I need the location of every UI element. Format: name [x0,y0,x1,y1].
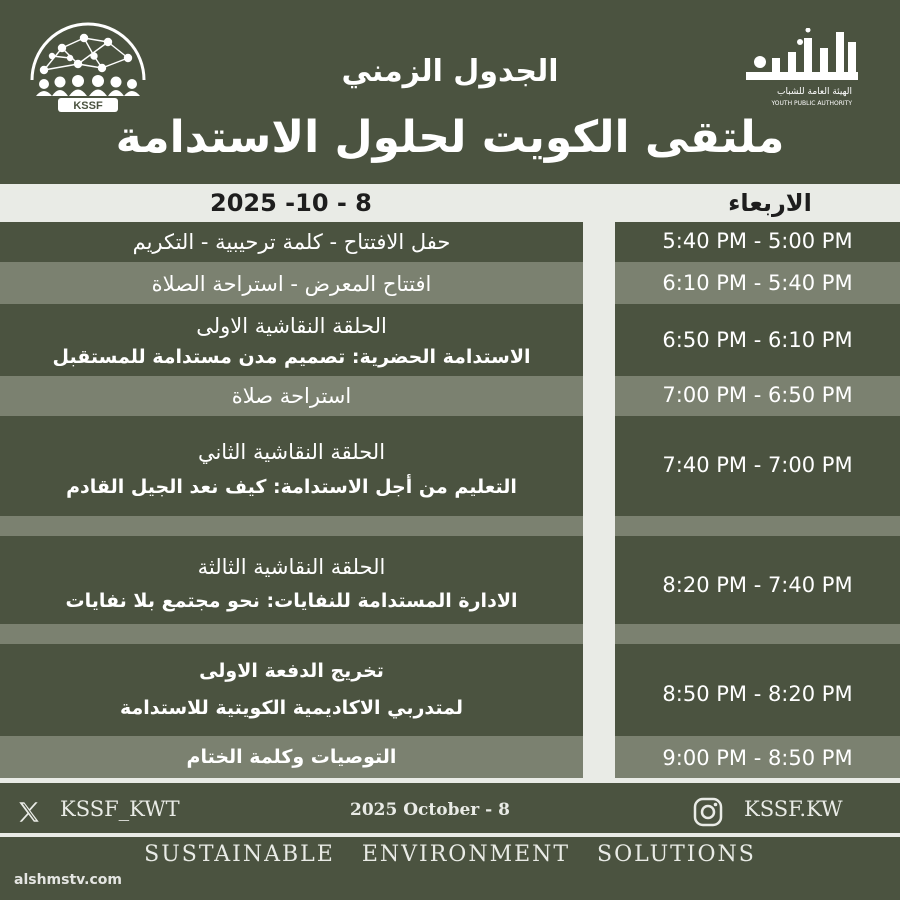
event-title: ملتقى الكويت لحلول الاستدامة [115,112,785,163]
event-day: الاربعاء [728,189,812,217]
activity-subtitle: الادارة المستدامة للنفايات: نحو مجتمع بلا نفايات [65,590,518,612]
footer-divider [0,833,900,837]
row-separator [615,624,900,644]
time-slot: 7:40 PM - 7:00 PM [662,453,853,477]
activity-text: افتتاح المعرض - استراحة الصلاة [151,272,432,296]
column-divider [583,222,615,778]
time-slot: 8:50 PM - 8:20 PM [662,682,853,706]
activity-title: تخريج الدفعة الاولى [199,660,384,682]
schedule-subtitle: الجدول الزمني [341,54,559,89]
activity-title: الحلقة النقاشية الاولى [196,314,387,338]
activity-subtitle: التعليم من أجل الاستدامة: كيف نعد الجيل القادم [66,476,517,498]
time-slot: 6:10 PM - 5:40 PM [662,271,853,295]
footer-date: 2025 October - 8 [350,800,510,820]
time-slot: 9:00 PM - 8:50 PM [662,746,853,770]
kssf-logo-text: KSSF [73,100,103,112]
row-separator [0,624,583,644]
watermark: alshmstv.com [14,872,122,888]
row-separator [615,516,900,536]
activity-text: استراحة صلاة [231,384,352,408]
time-slot: 7:00 PM - 6:50 PM [662,383,853,407]
time-slot: 8:20 PM - 7:40 PM [662,573,853,597]
time-slot: 5:40 PM - 5:00 PM [662,229,853,253]
schedule-row-bg [0,416,583,516]
activity-title: الحلقة النقاشية الثالثة [197,555,386,579]
x-handle[interactable]: KSSF_KWT [60,797,180,821]
activity-text: التوصيات وكلمة الختام [186,746,397,768]
instagram-icon[interactable] [692,796,724,828]
schedule-row-bg [0,644,583,736]
youth-authority-english: YOUTH PUBLIC AUTHORITY [771,100,852,107]
activity-text: حفل الافتتاح - كلمة ترحيبية - التكريم [132,230,451,254]
event-date: 2025 -10 - 8 [210,189,372,217]
activity-subtitle: الاستدامة الحضرية: تصميم مدن مستدامة للمستقبل [52,346,531,368]
youth-authority-arabic: الهيئة العامة للشباب [776,87,852,97]
row-separator [0,516,583,536]
instagram-handle[interactable]: KSSF.KW [744,797,843,821]
tagline: SUSTAINABLE ENVIRONMENT SOLUTIONS [144,842,756,867]
x-logo-icon[interactable] [16,799,42,825]
activity-subtitle: لمتدربي الاكاديمية الكويتية للاستدامة [119,697,464,719]
time-slot: 6:50 PM - 6:10 PM [662,328,853,352]
activity-title: الحلقة النقاشية الثاني [197,440,386,464]
